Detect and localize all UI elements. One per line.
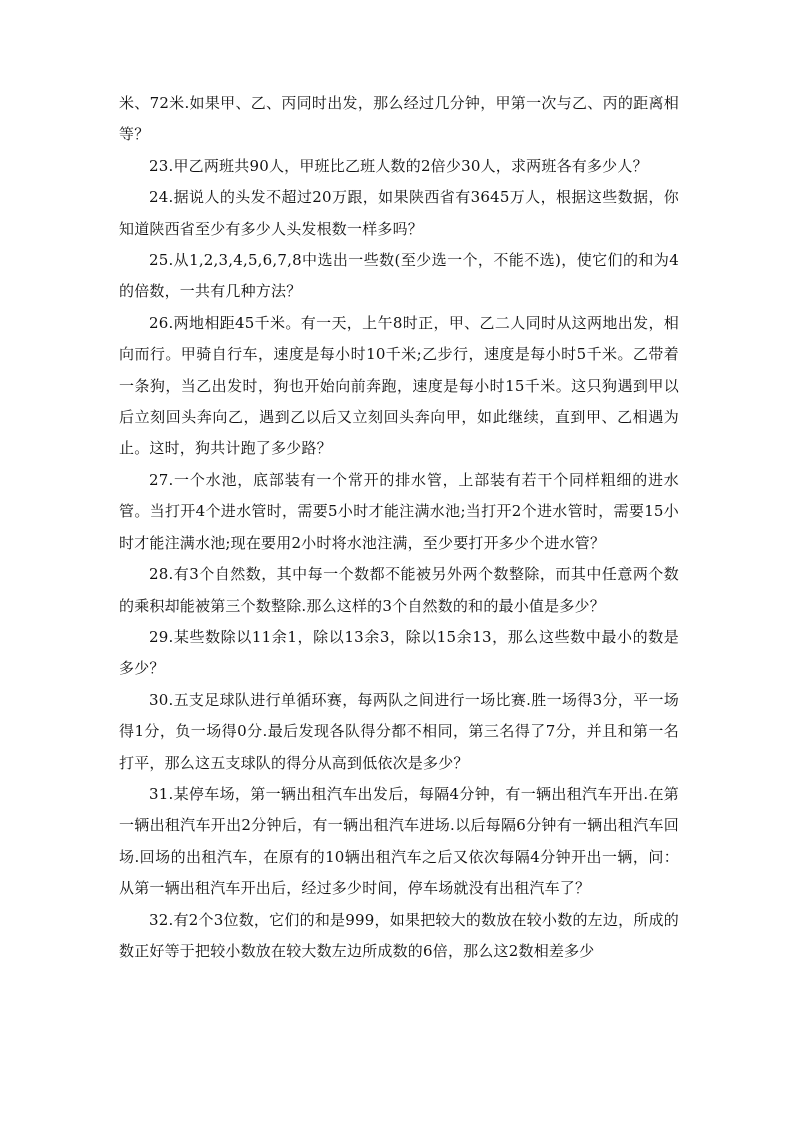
question-30: 30.五支足球队进行单循环赛，每两队之间进行一场比赛.胜一场得3分，平一场得1分，负一场得0分.最后发现各队得分都不相同，第三名得了7分，并且和第一名打平，那么这五支球队的得分从高到低依次是多少？ [119, 690, 679, 772]
question-27: 27.一个水池，底部装有一个常开的排水管，上部装有若干个同样粗细的进水管。当打开4个进水管时，需要5小时才能注满水池;当打开2个进水管时，需要15小时才能注满水池;现在要用2小时将水池注满，至少要打开多少个进水管？ [119, 470, 679, 552]
question-23: 23.甲乙两班共90人，甲班比乙班人数的2倍少30人，求两班各有多少人？ [149, 156, 648, 175]
question-26: 26.两地相距45千米。有一天，上午8时正，甲、乙二人同时从这两地出发，相向而行。甲骑自行车，速度是每小时10千米;乙步行，速度是每小时5千米。乙带着一条狗，当乙出发时，狗也开始向前奔跑，速度是每小时15千米。这只狗遇到甲以后立刻回头奔向乙，遇到乙以后又立刻回头奔向甲，如此继续，直到甲、乙相遇为止。这时，狗共计跑了多少路？ [119, 313, 679, 458]
question-29: 29.某些数除以11余1，除以13余3，除以15余13，那么这些数中最小的数是多少？ [119, 627, 679, 678]
paragraph-continuation-22: 米、72米.如果甲、乙、丙同时出发，那么经过几分钟，甲第一次与乙、丙的距离相等？ [119, 94, 679, 144]
question-25: 25.从1,2,3,4,5,6,7,8中选出一些数(至少选一个，不能不选)，使它们的和为4的倍数，一共有几种方法？ [119, 251, 679, 301]
question-32: 32.有2个3位数，它们的和是999，如果把较大的数放在较小数的左边，所成的数正好等于把较小数放在较大数左边所成数的6倍，那么这2数相差多少 [119, 910, 679, 960]
document-page [119, 88, 679, 967]
question-24: 24.据说人的头发不超过20万跟，如果陕西省有3645万人，根据这些数据，你知道陕西省至少有多少人头发根数一样多吗？ [119, 188, 679, 238]
question-31: 31.某停车场，第一辆出租汽车出发后，每隔4分钟，有一辆出租汽车开出.在第一辆出租汽车开出2分钟后，有一辆出租汽车进场.以后每隔6分钟有一辆出租汽车回场.回场的出租汽车，在原有的10辆出租汽车之后又依次每隔4分钟开出一辆，问：从第一辆出租汽车开出后，经过多少时间，停车场就没有出租汽车了？ [119, 784, 679, 898]
question-28: 28.有3个自然数，其中每一个数都不能被另外两个数整除，而其中任意两个数的乘积却能被第三个数整除.那么这样的3个自然数的和的最小值是多少？ [119, 565, 679, 615]
